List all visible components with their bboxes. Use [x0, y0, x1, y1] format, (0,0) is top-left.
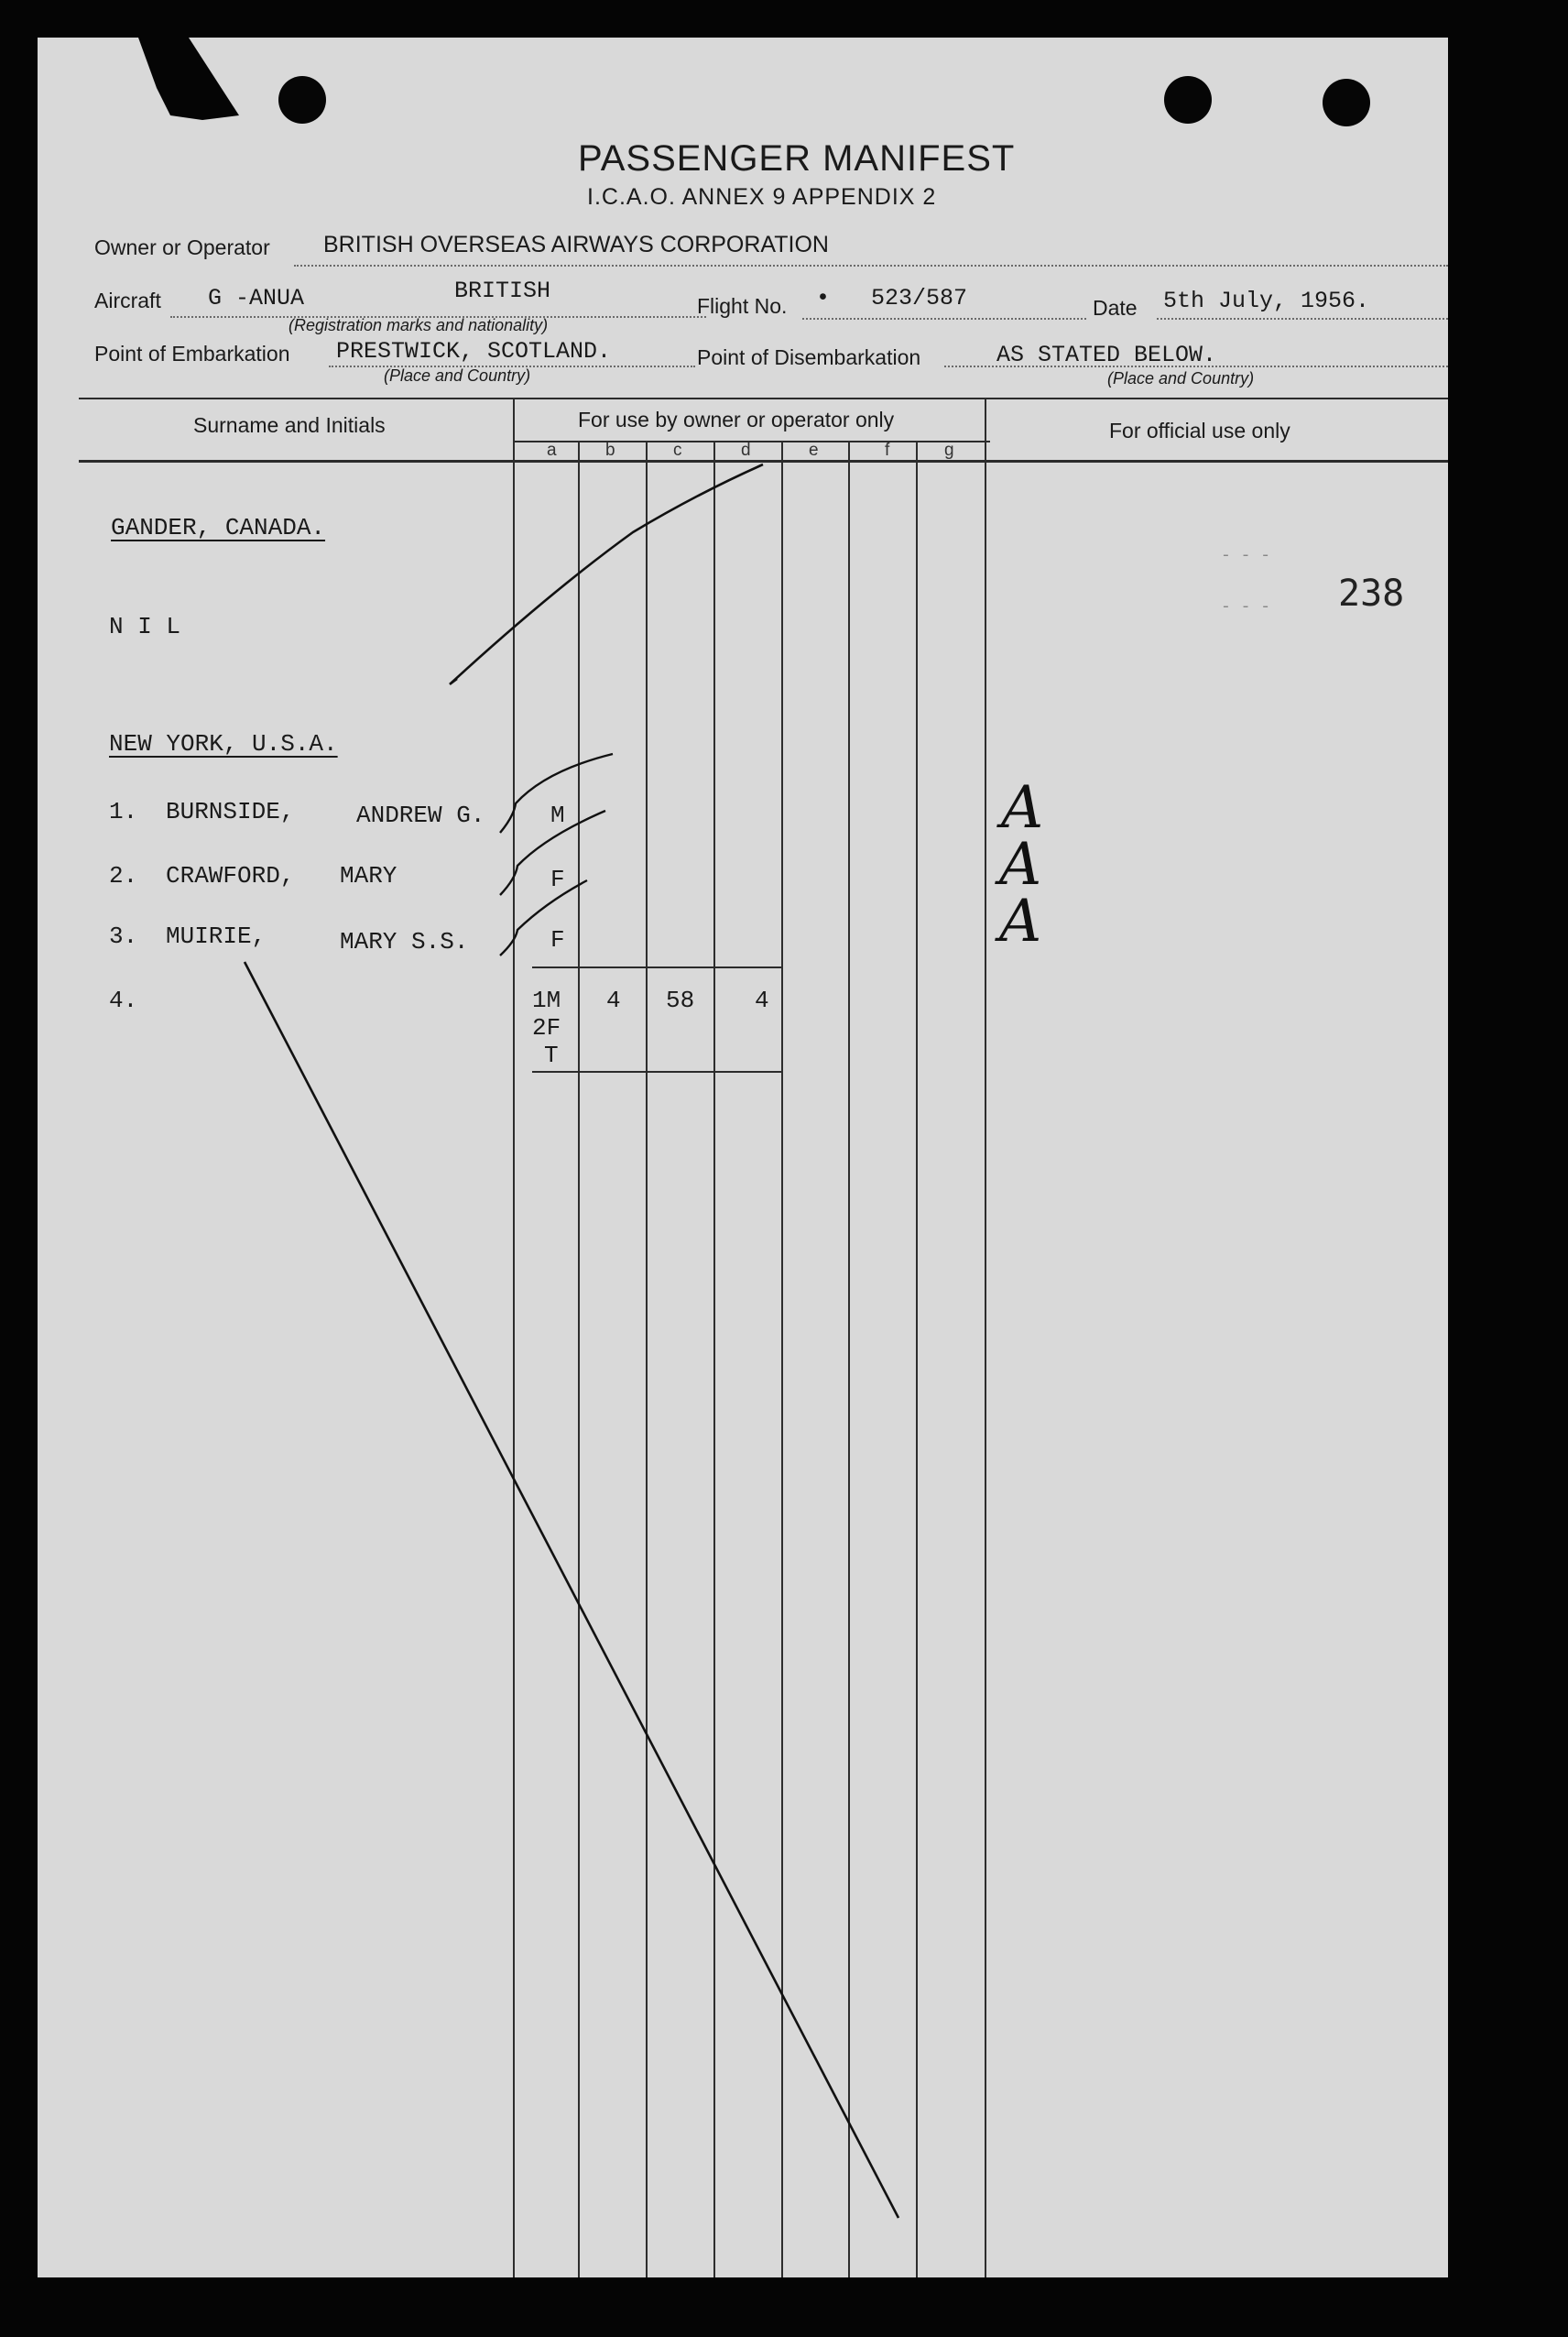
passenger-given: MARY S.S.	[340, 928, 469, 956]
aircraft-label: Aircraft	[94, 289, 161, 312]
passenger-num: 2.	[109, 862, 138, 890]
manifest-page	[38, 38, 1448, 2277]
passenger-surname: MUIRIE,	[166, 923, 267, 950]
subcol-d: d	[741, 441, 751, 460]
section-newyork: NEW YORK, U.S.A.	[109, 730, 338, 758]
subcol-c: c	[673, 441, 682, 460]
total-b: 4	[606, 987, 621, 1014]
col-official-header: For official use only	[1109, 419, 1290, 442]
disembark-label: Point of Disembarkation	[697, 345, 921, 369]
aircraft-value: G -ANUA	[208, 285, 305, 311]
subcol-a: a	[547, 441, 557, 460]
embark-label: Point of Embarkation	[94, 342, 290, 366]
passenger-num: 1.	[109, 798, 138, 825]
stamp-dash-marks: - - -	[1221, 598, 1271, 617]
total-a-total: T	[544, 1042, 559, 1069]
subcol-g: g	[944, 441, 954, 460]
col-surname-header: Surname and Initials	[193, 413, 386, 437]
passenger-given: MARY	[340, 862, 397, 890]
passenger-num: 3.	[109, 923, 138, 950]
page-subtitle: I.C.A.O. ANNEX 9 APPENDIX 2	[587, 184, 937, 210]
passenger-sex: F	[550, 866, 565, 893]
embark-value: PRESTWICK, SCOTLAND.	[336, 338, 612, 365]
disembark-note: (Place and Country)	[1107, 369, 1255, 388]
official-mark: A	[999, 888, 1042, 956]
stamp-number: 238	[1338, 573, 1405, 615]
subcol-b: b	[605, 441, 615, 460]
subcol-f: f	[885, 441, 890, 460]
owner-value: BRITISH OVERSEAS AIRWAYS CORPORATION	[323, 232, 829, 257]
official-mark: A	[999, 831, 1042, 899]
stamp-dash-marks: - - -	[1221, 547, 1271, 565]
registration-note: (Registration marks and nationality)	[289, 316, 549, 334]
passenger-given: ANDREW G.	[356, 802, 485, 829]
subcol-e: e	[809, 441, 819, 460]
embark-note: (Place and Country)	[384, 366, 531, 385]
col-owner-header: For use by owner or operator only	[578, 408, 895, 431]
passenger-sex: M	[550, 802, 565, 829]
page-title: PASSENGER MANIFEST	[578, 138, 1016, 179]
row-4-num: 4.	[109, 987, 138, 1014]
total-d: 4	[755, 987, 769, 1014]
nationality-value: BRITISH	[454, 278, 551, 304]
pen-strokes	[38, 38, 1448, 2277]
total-a-male: 1M	[532, 987, 561, 1014]
total-a-female: 2F	[532, 1014, 561, 1042]
flight-label: Flight No.	[697, 294, 788, 318]
passenger-surname: CRAWFORD,	[166, 862, 295, 890]
section-gander: GANDER, CANADA.	[111, 514, 326, 541]
flight-value: • 523/587	[816, 285, 968, 311]
passenger-surname: BURNSIDE,	[166, 798, 295, 825]
passenger-sex: F	[550, 926, 565, 954]
nil-entry: N I L	[109, 613, 181, 640]
date-label: Date	[1093, 296, 1138, 320]
total-c: 58	[666, 987, 695, 1014]
official-mark: A	[1001, 774, 1044, 842]
disembark-value: AS STATED BELOW.	[996, 342, 1217, 368]
owner-label: Owner or Operator	[94, 235, 270, 259]
date-value: 5th July, 1956.	[1163, 288, 1370, 314]
flight-number: 523/587	[871, 285, 968, 311]
